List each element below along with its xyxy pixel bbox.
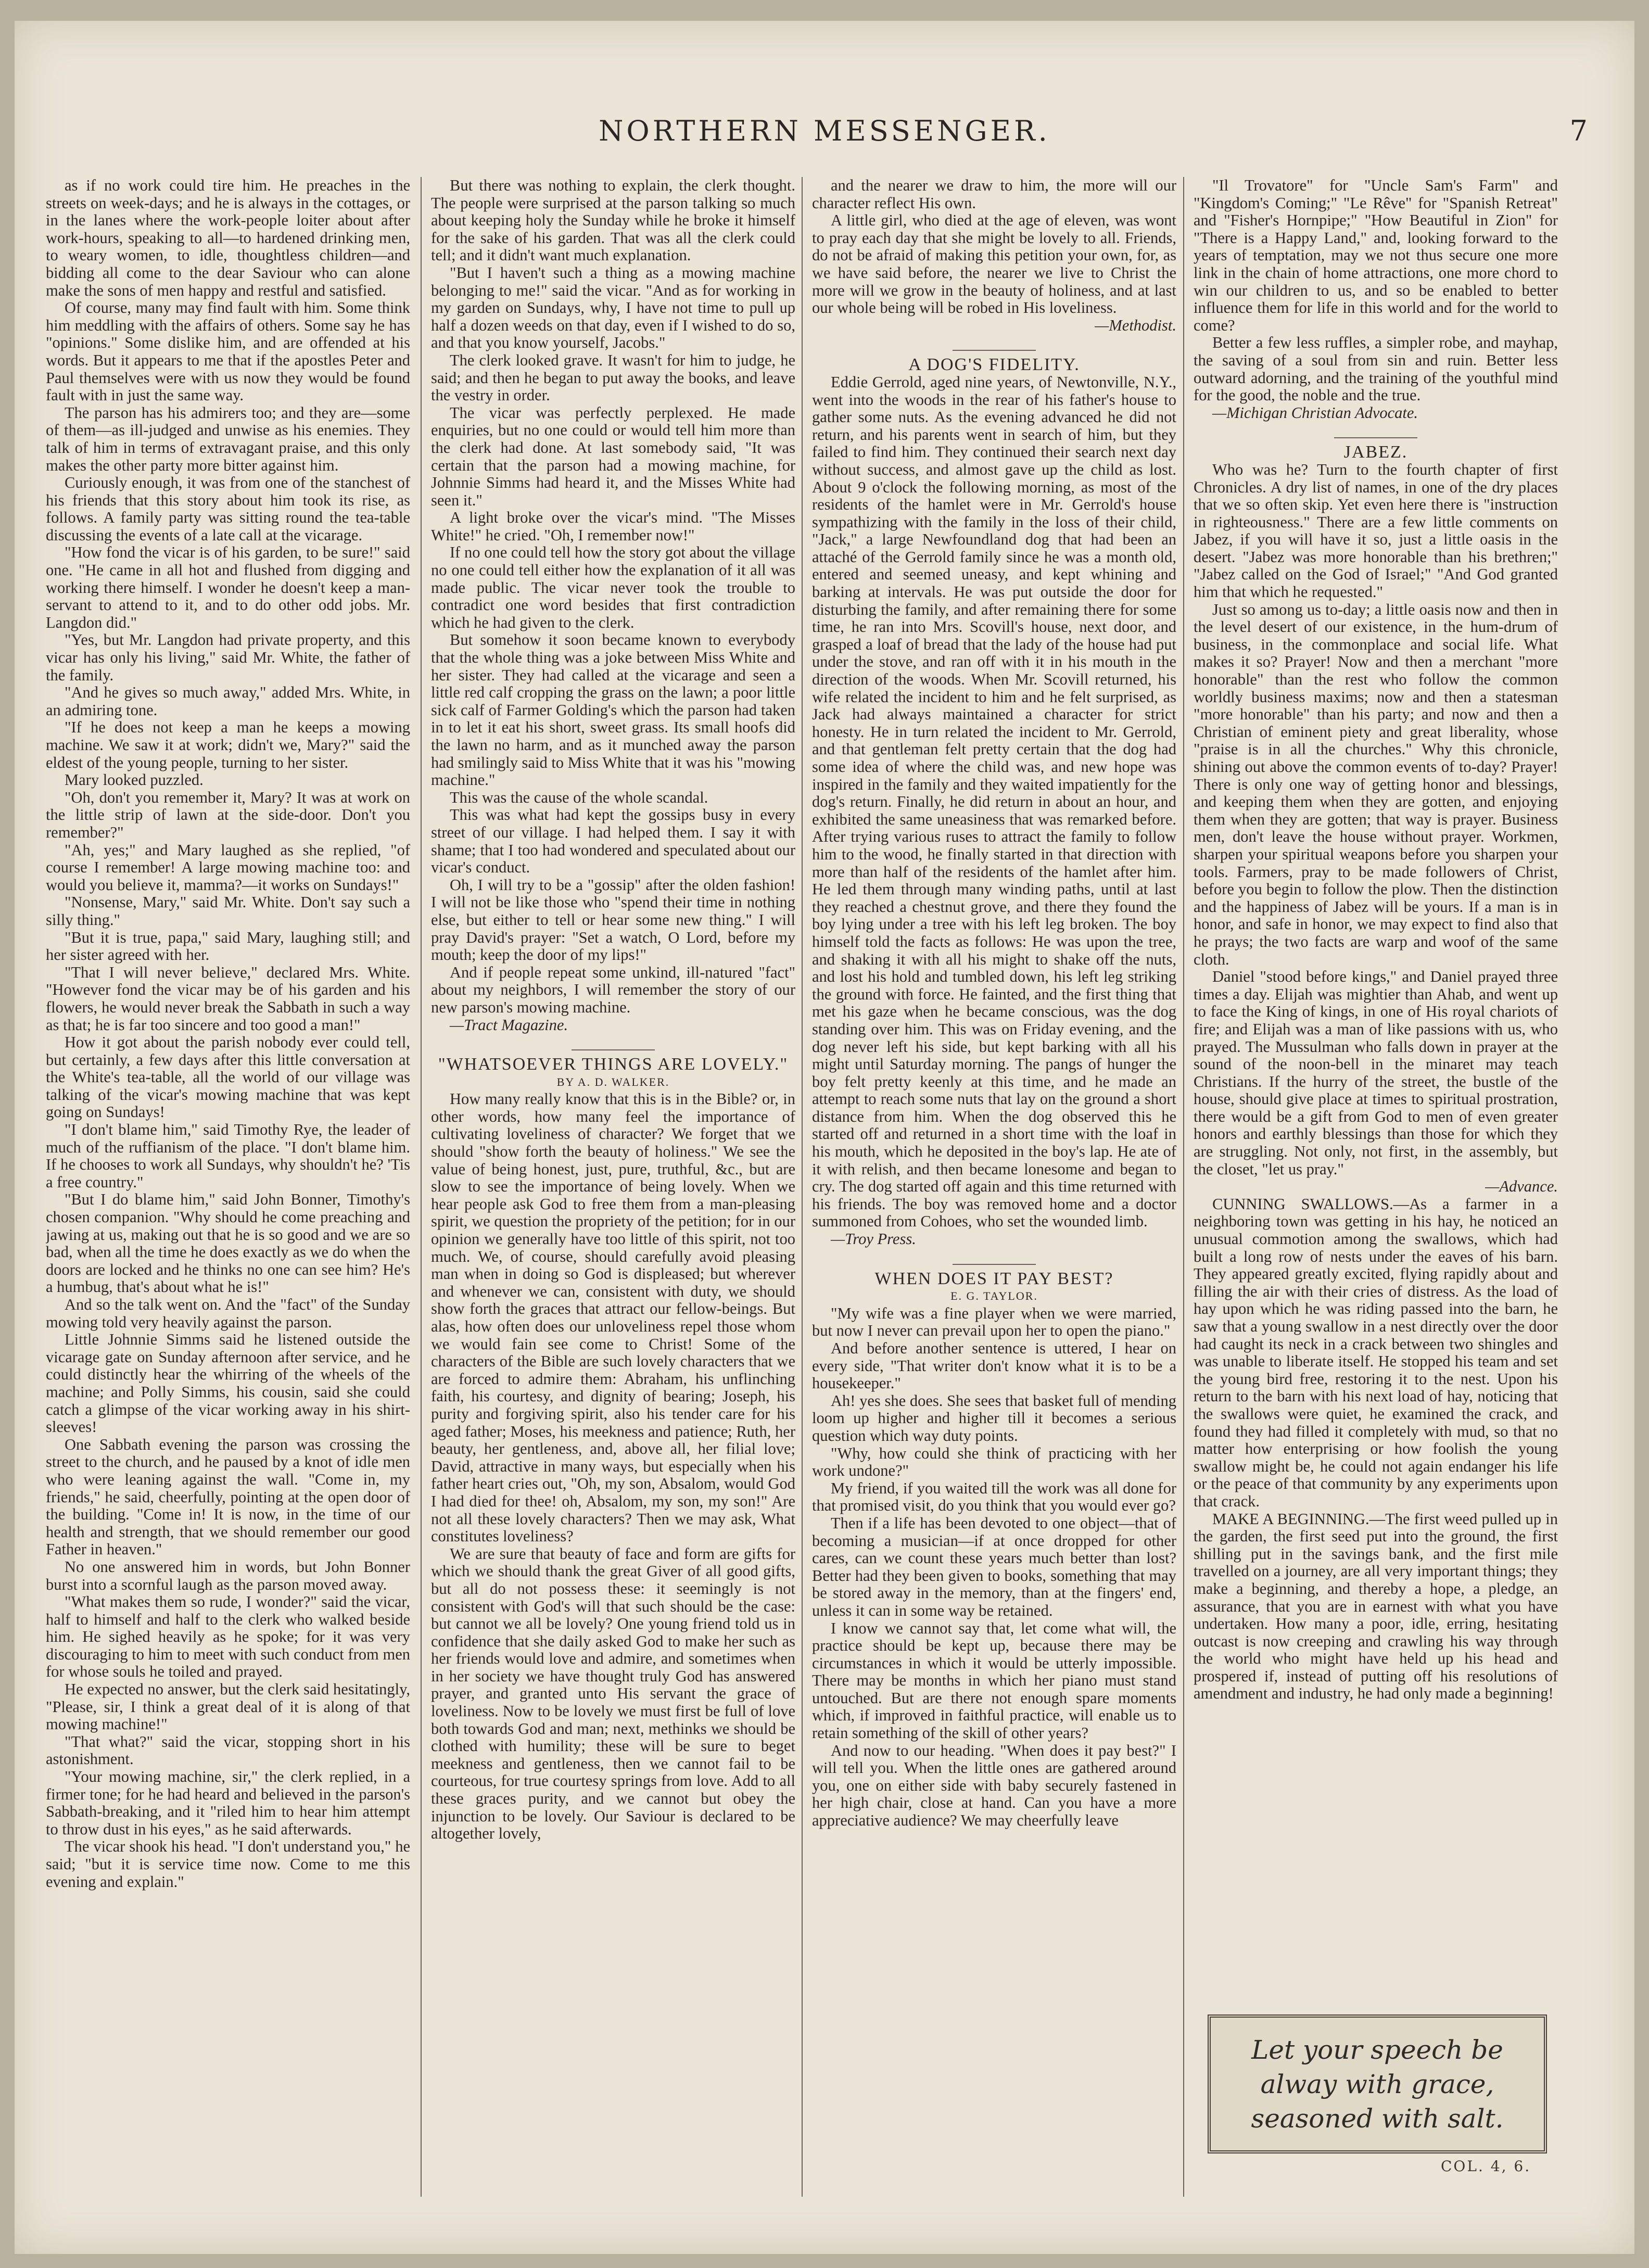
article-paragraph: "But it is true, papa," said Mary, laughing still; and her sister agreed with her. [46,928,410,964]
article-paragraph: A little girl, who died at the age of eleven, was wont to pray each day that she might be lovely to all. Friends, do not be afraid of making this petition your own, for, as we have said before, the nearer we live to Christ the more will we grow in the beauty of holiness, and at last our whole being will be robed in His loveliness. [812,211,1176,317]
section-divider [1334,437,1417,438]
article-paragraph: But there was nothing to explain, the clerk thought. The people were surprised at the parson talking so much about keeping holy the Sunday while he broke it himself for the sake of his garden. That was all the clerk could tell; and it didn't want much explanation. [431,177,795,264]
article-paragraph: "That what?" said the vicar, stopping short in his astonishment. [46,1732,410,1768]
column-2 [431,177,795,2207]
article-paragraph: Mary looked puzzled. [65,771,204,789]
article-paragraph: "And he gives so much away," added Mrs. White, in an admiring tone. [46,683,410,719]
motto-line: alway with grace, [1260,2069,1494,2099]
article-paragraph: A light broke over the vicar's mind. "The Misses White!" he cried. "Oh, I remember now!" [431,509,795,544]
article-paragraph: He expected no answer, but the clerk said hesitatingly, "Please, sir, I think a great deal of it is along of that mowing machine!" [46,1680,410,1733]
article-credit: —Michigan Christian Advocate. [1212,403,1418,422]
column-1 [46,177,410,2207]
column-4 [1194,177,1558,2207]
article-paragraph: "What makes them so rude, I wonder?" said the vicar, half to himself and half to the clerk who walked beside him. He sighed heavily as he spoke; for it was very discouraging to him to meet with such conduct from men for whose souls he toiled and prayed. [46,1593,410,1681]
column-rule [421,177,422,2197]
article-paragraph: "But I haven't such a thing as a mowing machine belonging to me!" said the vicar. "And as for working in my garden on Sundays, why, I have not time to pull up half a dozen weeds on that day, even if I wished to do so, and that you know yourself, Jacobs." [431,263,795,352]
article-paragraph: But somehow it soon became known to everybody that the whole thing was a joke between Miss White and her sister. They had called at the vicarage and seen a little red calf cropping the grass on the lawn; a poor little sick calf of Farmer Golding's which the parson had taken in to let it eat his short, sweet grass. Its small hoofs did the lawn no harm, and as it munched away the parson had smilingly said to Miss White that it was his "mowing machine." [431,631,795,789]
article-credit: —Tract Magazine. [450,1016,568,1034]
article-title: A DOG'S FIDELITY. [908,355,1080,375]
section-divider [572,1049,655,1050]
article-credit: —Troy Press. [831,1230,916,1248]
scripture-motto-box [1208,2014,1547,2153]
motto-line: Let your speech be [1251,2034,1503,2065]
article-paragraph: And before another sentence is uttered, I hear on every side, "That writer don't know what it is to be a housekeeper." [812,1339,1176,1392]
motto-line: seasoned with salt. [1251,2103,1504,2134]
article-paragraph: "Ah, yes;" and Mary laughed as she replied, "of course I remember! A large mowing machine too: and would you believe it, mamma?—it works on Sundays!" [46,841,410,894]
article-paragraph: The clerk looked grave. It wasn't for him to judge, he said; and then he began to put away the books, and leave the vestry in order. [431,351,795,404]
article-paragraph: Ah! yes she does. She sees that basket full of mending loom up higher and higher till it becomes a serious question which way duty points. [812,1391,1176,1445]
section-divider [953,1264,1036,1265]
page-header [15,99,1634,156]
masthead-title: NORTHERN MESSENGER. [599,115,1050,147]
article-paragraph: Little Johnnie Simms said he listened outside the vicarage gate on Sunday afternoon after service, and he could distinctly hear the whirring of the wheels of the machine; and Polly Simms, his cousin, said she could catch a glimpse of the vicar working away in his shirt-sleeves! [46,1331,410,1436]
article-credit: —Advance. [1485,1177,1558,1196]
column-3 [812,177,1176,2207]
page-number: 7 [1569,115,1588,147]
article-paragraph: "Il Trovatore" for "Uncle Sam's Farm" and "Kingdom's Coming;" "Le Rêve" for "Spanish Retreat" and "Fisher's Hornpipe;" "How Beautiful in Zion" for "There is a Happy Land," and, looking forward to the years of temptation, may we not thus secure one more link in the chain of home attractions, one more chord to win our children to us, and so be enabled to better influence them for life in this world and for the world to come? [1194,177,1558,334]
column-rule [802,177,803,2197]
article-title: "WHATSOEVER THINGS ARE LOVELY." [438,1055,789,1074]
article-paragraph: How it got about the parish nobody ever could tell, but certainly, a few days after this little conversation at the White's tea-table, all the world of our village was talking of the vicar's mowing machine that was kept going on Sundays! [46,1033,410,1121]
article-paragraph: "Your mowing machine, sir," the clerk replied, in a firmer tone; for he had heard and believed in the parson's Sabbath-breaking, and it "riled him to hear him attempt to throw dust in his eyes," as he said afterwards. [46,1768,410,1838]
article-paragraph: The vicar was perfectly perplexed. He made enquiries, but no one could or would tell him more than the clerk had done. At last somebody said, "It was certain that the parson had a mowing machine, for Johnnie Simms had heard it, and the Misses White had seen it." [431,403,795,509]
article-paragraph: My friend, if you waited till the work was all done for that promised visit, do you think that you would ever go? [812,1479,1176,1515]
article-paragraph: "If he does not keep a man he keeps a mowing machine. We saw it at work; didn't we, Mary?" said the eldest of the young people, turning to her sister. [46,718,410,771]
article-paragraph: Daniel "stood before kings," and Daniel prayed three times a day. Elijah was mightier than Ahab, and went up to face the King of kings, in one of His royal chariots of fire; and Elijah was a man of like passions with us, who prayed. The Mussulman who falls down in prayer at the sound of the noon-bell in the minaret may teach Christians. If the hurry of the street, the bustle of the house, should give place at times to spiritual prostration, there would be a gift from God to men of even greater honors and earthly blessings than those for which they are struggling. Not only, not first, in the assembly, but the closet, "let us pray." [1194,968,1558,1178]
article-paragraph: MAKE A BEGINNING.—The first weed pulled up in the garden, the first seed put into the ground, the first shilling put in the savings bank, and the first mile travelled on a journey, are all very important things; they make a beginning, and thereby a hope, a pledge, an assurance, that you are in earnest with what you have undertaken. How many a poor, idle, erring, hesitating outcast is now creeping and crawling his way through the world who might have held up his head and prospered if, instead of putting off his resolutions of amendment and industry, he had only made a beginning! [1194,1510,1558,1703]
article-paragraph: And so the talk went on. And the "fact" of the Sunday mowing told very heavily against the parson. [46,1296,410,1331]
article-paragraph: The parson has his admirers too; and they are—some of them—as ill-judged and unwise as his enemies. They talk of him in terms of extravagant praise, and this only makes the other party more bitter against him. [46,403,410,474]
article-paragraph: This was the cause of the whole scandal. [450,788,708,806]
article-paragraph: as if no work could tire him. He preaches in the streets on week-days; and he is always in the cottages, or in the lanes where the work-people loiter about after work-hours, speaking to all—to hardened drinking men, to weary women, to idle, thoughtless children—and bidding all come to the dear Saviour who can alone make the sons of men happy and restful and satisfied. [46,177,410,299]
newspaper-page [15,21,1634,2254]
article-paragraph: "But I do blame him," said John Bonner, Timothy's chosen companion. "Why should he come preaching and jawing at us, making out that he is so good and we are so bad, when all the time he does exactly as we do when the doors are locked and he thinks no one can see him? He's a humbug, that's about what he is!" [46,1190,410,1296]
article-paragraph: Curiously enough, it was from one of the stanchest of his friends that this story about him took its rise, as follows. A family party was sitting round the tea-table discussing the events of a late call at the vicarage. [46,474,410,544]
section-divider [953,350,1036,351]
article-paragraph: Eddie Gerrold, aged nine years, of Newtonville, N.Y., went into the woods in the rear of his father's house to gather some nuts. As the evening advanced he did not return, and his parents went in search of him, but they failed to find him. They continued their search next day without success, and almost gave up the child as lost. About 9 o'clock the following morning, as most of the residents of the hamlet were in Mr. Gerrold's house sympathizing with the family in the loss of their child, "Jack," a large Newfoundland dog that had been an attaché of the Gerrold family since he was a month old, entered and seemed uneasy, and kept whining and barking at intervals. He was put outside the door for disturbing the family, and after remaining there for some time, he ran into Mrs. Scovill's house, next door, and grasped a loaf of bread that the lady of the house had put under the stove, and ran off with it in his mouth in the direction of the woods. When Mr. Scovill returned, his wife related the incident to him and he felt surprised, as Jack had always maintained a character for strict honesty. He in turn related the incident to Mr. Gerrold, and that gentleman felt pretty certain that the dog had some idea of where the child was, and new hope was inspired in the family and they waited impatiently for the dog's return. Finally, he did return in about an hour, and exhibited the same uneasiness that was remarked before. After trying various ruses to attract the family to follow him to the wood, he finally started in that direction with more than half of the residents of the hamlet after him. He led them through many winding paths, until at last they reached a chestnut grove, and there they found the boy lying under a tree with his left leg broken. The boy himself told the facts as follows: He was upon the tree, and shaking it with all his might to shake off the nuts, and lost his hold and tumbled down, his left leg striking the ground with force. He fainted, and the first thing that met his gaze when he became conscious, was the dog standing over him. This was on Friday evening, and the dog never left his side, but kept barking with all his might until Saturday morning. The pangs of hunger the boy felt pretty keenly at this time, and he made an attempt to reach some nuts that lay on the ground a short distance from him. When the dog observed this he started off and returned in a short time with the loaf in his mouth, which he deposited in the boy's lap. He ate of it with relish, and then became lonesome and began to cry. The dog started off again and this time returned with his friends. The boy was removed home and a doctor summoned from Cohoes, who set the wounded limb. [812,373,1176,1231]
article-paragraph: This was what had kept the gossips busy in every street of our village. I had helped them. I say it with shame; that I too had wondered and speculated about our vicar's conduct. [431,806,795,877]
column-rule [1183,177,1184,2197]
scripture-reference: COL. 4, 6. [1441,2158,1531,2175]
article-paragraph: If no one could tell how the story got about the village no one could tell either how the explanation of it all was made public. The vicar never took the trouble to contradict one word besides that first contradiction which he had given to the clerk. [431,543,795,631]
article-paragraph: "Oh, don't you remember it, Mary? It was at work on the little strip of lawn at the side-door. Don't you remember?" [46,788,410,841]
article-paragraph: Oh, I will try to be a "gossip" after the olden fashion! I will not be like those who "spend their time in nothing else, but either to tell or hear some new thing." I will pray David's prayer: "Set a watch, O Lord, before my mouth; keep the door of my lips!" [431,876,795,964]
article-paragraph: and the nearer we draw to him, the more will our character reflect His own. [812,177,1176,212]
article-credit: —Methodist. [1095,316,1176,334]
article-paragraph: We are sure that beauty of face and form are gifts for which we should thank the great Giver of all good gifts, but all do not possess these: it seemingly is not consistent with God's will that such should be the case: but cannot we all be lovely? One young friend told us in confidence that she daily asked God to make her such as her friends would love and admire, and sometimes when in her society we have thought truly God has answered prayer, and granted unto His servant the grace of loveliness. Now to be lovely we must first be full of love both towards God and man; next, methinks we should be clothed with humility; these will be sure to beget meekness and gentleness, then we cannot fail to be courteous, for true courtesy springs from love. Add to all these graces purity, and we cannot but obey the injunction to be lovely. Our Saviour is declared to be altogether lovely, [431,1544,795,1843]
article-paragraph: One Sabbath evening the parson was crossing the street to the church, and he paused by a knot of idle men who were leaning against the wall. "Come in, my friends," he said, cheerfully, pointing at the open door of the building. "Come in! It is now, in the time of our health and strength, that we should remember our good Father in heaven." [46,1435,410,1559]
article-paragraph: Then if a life has been devoted to one object—that of becoming a musician—if at once dropped for other cares, can we count these years much better than lost? Better had they been given to books, something that may be stored away in the memory, than at the fingers' end, unless it can in some way be retained. [812,1514,1176,1619]
article-paragraph: Just so among us to-day; a little oasis now and then in the level desert of our existence, in the hum-drum of business, in the commonplace and social life. What makes it so? Prayer! Now and then a merchant "more honorable" than the rest who follow the common worldly business maxims; now and then a statesman "more honorable" than his party; and now and then a Christian of eminent piety and great liberality, whose "praise is in all the churches." Why this chronicle, shining out above the common events of to-day? Prayer! There is only one way of getting honor and blessings, and keeping them when they are gotten, and enjoying them when they are gotten; that way is prayer. Business men, don't leave the house without prayer. Workmen, sharpen your spiritual weapons before you sharpen your tools. Farmers, pray to be made followers of Christ, before you begin to follow the plow. Then the distinction and the happiness of Jabez will be yours. If a man is in honor, and safe in honor, we may expect to find also that he prays; the two facts are warp and woof of the same cloth. [1194,600,1558,968]
article-paragraph: "My wife was a fine player when we were married, but now I never can prevail upon her to open the piano." [812,1304,1176,1340]
article-title: WHEN DOES IT PAY BEST? [874,1269,1114,1288]
article-paragraph: Who was he? Turn to the fourth chapter of first Chronicles. A dry list of names, in one of the dry places that we so often skip. Yet even here there is "instruction in righteousness." There are a few little comments on Jabez, if you will have it so, just a little oasis in the desert. "Jabez was more honorable than his brethren;" "Jabez called on the God of Israel;" "And God granted him that which he requested." [1194,460,1558,601]
article-paragraph: "How fond the vicar is of his garden, to be sure!" said one. "He came in all hot and flushed from digging and working there himself. I wonder he doesn't keep a man-servant to attend to it, and to do other odd jobs. Mr. Langdon did." [46,543,410,631]
article-paragraph: "Why, how could she think of practicing with her work undone?" [812,1444,1176,1480]
article-paragraph: Better a few less ruffles, a simpler robe, and mayhap, the saving of a soul from sin and ruin. Better less outward adorning, and the training of the youthful mind for the good, the noble and the true. [1194,334,1558,404]
article-paragraph: "That I will never believe," declared Mrs. White. "However fond the vicar may be of his garden and his flowers, he would never break the Sabbath in such a way as that; he is far too sincere and too good a man!" [46,963,410,1034]
article-paragraph: "Nonsense, Mary," said Mr. White. Don't say such a silly thing." [46,893,410,929]
scripture-motto [1251,2033,1504,2136]
article-paragraph: The vicar shook his head. "I don't understand you," he said; "but it is service time now. Come to me this evening and explain." [46,1838,410,1891]
article-paragraph: "I don't blame him," said Timothy Rye, the leader of much of the ruffianism of the place. "I don't blame him. If he chooses to work all Sundays, why shouldn't he? 'Tis a free country." [46,1121,410,1191]
article-title: JABEZ. [1343,442,1408,462]
article-byline: E. G. TAYLOR. [950,1289,1038,1303]
article-paragraph: CUNNING SWALLOWS.—As a farmer in a neighboring town was getting in his hay, he noticed an unusual commotion among the swallows, which had built a long row of nests under the eaves of his barn. They appeared greatly excited, flying rapidly about and filling the air with their cries of distress. As the load of hay upon which he was riding passed into the barn, he saw that a young swallow in a nest directly over the door had caught its neck in a crack between two shingles and was unable to liberate itself. He stopped his team and set the young bird free, restoring it to the nest. Upon his return to the barn with his next load of hay, noticing that the swallows were quiet, he examined the crack, and found they had filled it completely with mud, so that no matter how enterprising or how foolish the young swallow might be, he could not again endanger his life or the peace of that community by any experiments upon that crack. [1194,1195,1558,1510]
article-paragraph: I know we cannot say that, let come what will, the practice should be kept up, because there may be circumstances in which it would be utterly impossible. There may be months in which her piano must stand untouched. But are there not enough spare moments which, if improved in faithful practice, will enable us to retain something of the skill of other years? [812,1619,1176,1742]
article-paragraph: And now to our heading. "When does it pay best?" I will tell you. When the little ones are gathered around you, one on either side with baby securely fastened in her high chair, close at hand. Can you have a more appreciative audience? We may cheerfully leave [812,1741,1176,1830]
article-paragraph: And if people repeat some unkind, ill-natured "fact" about my neighbors, I will remember the story of our new parson's mowing machine. [431,963,795,1016]
article-paragraph: How many really know that this is in the Bible? or, in other words, how many feel the importance of cultivating loveliness of character? We forget that we should "show forth the beauty of holiness." We see the value of being honest, just, pure, truthful, &c., but are slow to see the importance of being lovely. When we hear people ask God to free them from a man-pleasing spirit, we question the propriety of the petition; for in our opinion we generally have too little of this spirit, not too much. We, of course, should carefully avoid pleasing man when in doing so God is displeased; but wherever and whenever we can, consistent with duty, we should show forth the graces that attract our fellow-beings. But alas, how often does our unloveliness repel those whom we would fain see come to Christ! Some of the characters of the Bible are such lovely characters that we are forced to admire them: Abraham, his unflinching faith, his courtesy, and dignity of bearing; Joseph, his purity and forgiving spirit, also his tender care for his aged father; Moses, his meekness and patience; Ruth, her beauty, her gentleness, and, above all, her filial love; David, attractive in many ways, but especially when his father heart cries out, "Oh, my son, Absalom, would God I had died for thee! oh, Absalom, my son, my son!" Are not all these lovely characters? Then we may ask, What constitutes loveliness? [431,1090,795,1545]
article-paragraph: Of course, many may find fault with him. Some think him meddling with the affairs of others. Some say he has "opinions." Some dislike him, and are offended at his words. But it appears to me that if the apostles Peter and Paul themselves were with us now they would be found fault with in just the same way. [46,299,410,404]
article-paragraph: No one answered him in words, but John Bonner burst into a scornful laugh as the parson moved away. [46,1557,410,1593]
article-byline: BY A. D. WALKER. [556,1075,670,1088]
article-paragraph: "Yes, but Mr. Langdon had private property, and this vicar has only his living," said Mr. White, the father of the family. [46,631,410,684]
